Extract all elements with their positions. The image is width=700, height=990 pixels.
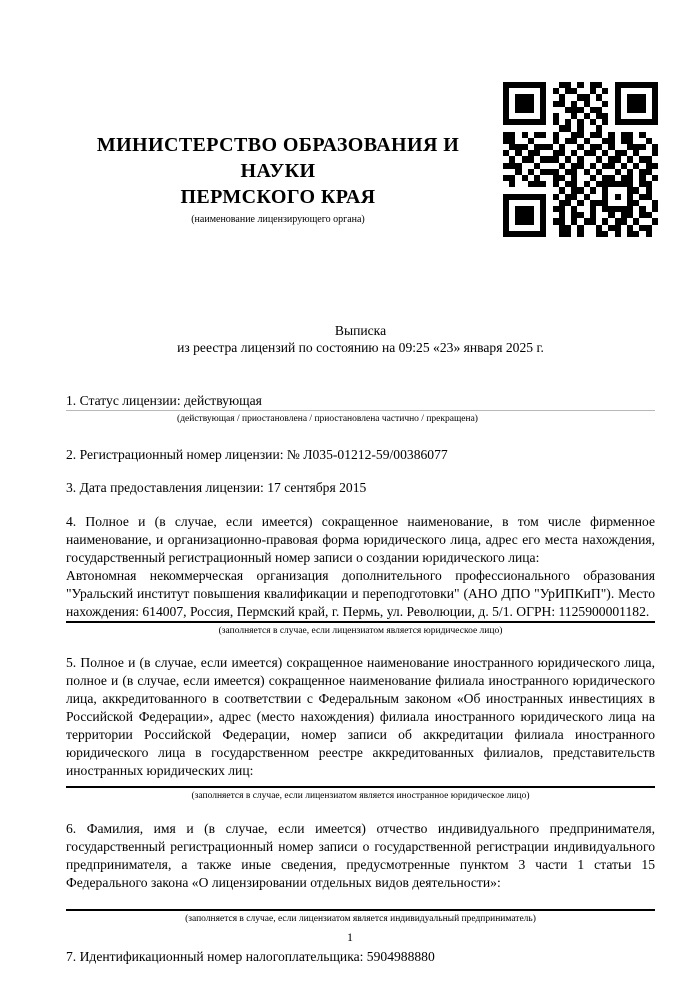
item-3-license-date: 3. Дата предоставления лицензии: 17 сентября 2015 xyxy=(66,480,367,495)
item-5-caption: (заполняется в случае, если лицензиатом является иностранное юридическое лицо) xyxy=(191,791,530,801)
ministry-name-line2: ПЕРМСКОГО КРАЯ xyxy=(180,186,376,208)
page-number: 1 xyxy=(347,930,353,944)
document-title xyxy=(66,322,655,356)
item-2-registration-number: 2. Регистрационный номер лицензии: № Л035-01212-59/00386077 xyxy=(66,447,448,462)
item-1-underline xyxy=(66,410,655,411)
ministry-name-line1: МИНИСТЕРСТВО ОБРАЗОВАНИЯ И НАУКИ xyxy=(96,134,460,182)
document-title-line1: Выписка xyxy=(334,323,387,338)
item-6-entrepreneur: 6. Фамилия, имя и (в случае, если имеется) отчество индивидуального предпринимателя, государственный регистрационный номер записи о государственной регистрации индивидуального предпринимателя, а также иные сведения, предусмотренные пунктом 3 части 1 статьи 15 Федерального закона «О лицензировании отдельных видов деятельности»: xyxy=(66,821,655,890)
item-1-license-status: 1. Статус лицензии: действующая xyxy=(66,393,262,408)
item-6-rule xyxy=(66,909,655,911)
item-4-text: 4. Полное и (в случае, если имеется) сокращенное наименование, в том числе фирменное наименование, и организационно-правовая форма юридического лица, адрес его места нахождения, государственный регистрационный номер записи о создании юридического лица: xyxy=(66,514,655,565)
item-4-legal-entity xyxy=(66,513,655,621)
item-5-foreign-entity: 5. Полное и (в случае, если имеется) сокращенное наименование иностранного юридического лица, полное и (в случае, если имеется) сокращенное наименование филиала иностранного юридического лица, аккредитованного в соответствии с Федеральным законом «Об иностранных инвестициях в Российской Федерации», адрес (место нахождения) филиала иностранного юридического лица на территории Российской Федерации, номер записи об аккредитации филиала иностранного юридического лица в государственном реестре аккредитованных филиалов, представительств иностранных юридических лиц: xyxy=(66,655,655,778)
item-6-caption: (заполняется в случае, если лицензиатом является индивидуальный предприниматель) xyxy=(185,914,536,924)
ministry-caption: (наименование лицензирующего органа) xyxy=(191,214,365,225)
item-7-taxpayer-number: 7. Идентификационный номер налогоплательщика: 5904988880 xyxy=(66,949,435,964)
item-4-value: Автономная некоммерческая организация дополнительного профессионального образования "Уральский институт повышения квалификации и переподготовки" (АНО ДПО "УрИПКиП"). Место нахождения: 614007, Россия, Пермский край, г. Пермь, ул. Революции, д. 5/1. ОГРН: 1125900001182. xyxy=(66,568,655,619)
item-4-rule xyxy=(66,621,655,623)
item-4-caption: (заполняется в случае, если лицензиатом является юридическое лицо) xyxy=(218,626,503,636)
ministry-name xyxy=(66,132,490,210)
item-1-caption: (действующая / приостановлена / приостановлена частично / прекращена) xyxy=(177,414,478,424)
item-5-rule xyxy=(66,786,655,788)
document-title-line2: из реестра лицензий по состоянию на 09:25 «23» января 2025 г. xyxy=(177,340,544,355)
qr-code-icon xyxy=(503,82,658,237)
